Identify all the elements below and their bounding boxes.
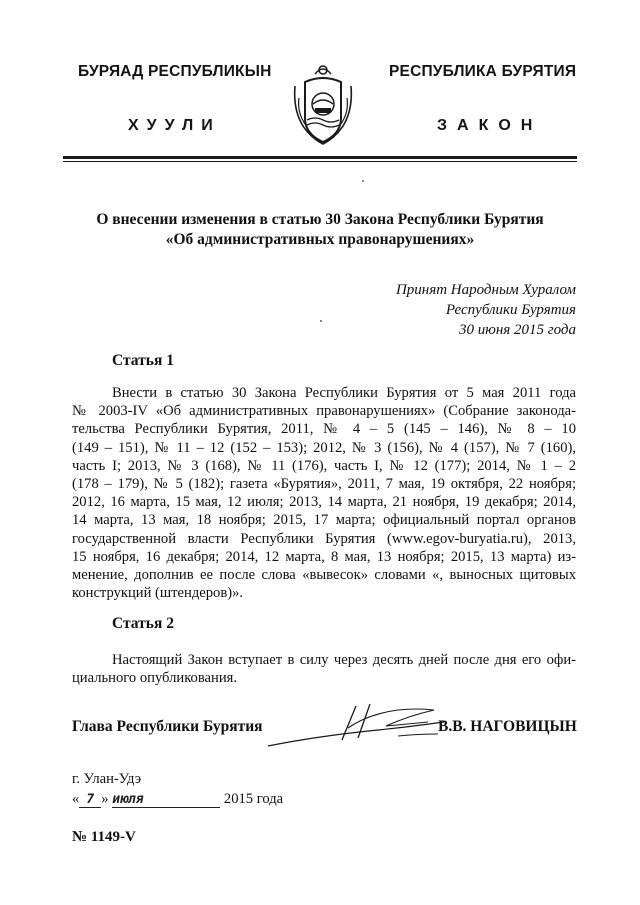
title-line: О внесении изменения в статью 30 Закона Республики Бурятия bbox=[96, 211, 544, 228]
header-divider-thick bbox=[63, 156, 577, 159]
article-1-text bbox=[72, 384, 576, 602]
text-line: часть I; 2013, № 3 (168), № 11 (176), часть I, № 12 (177); 2014, № 1 – 2 bbox=[72, 457, 576, 474]
text-line: государственной власти Республики Бурятия (www.egov-buryatia.ru), 2013, bbox=[72, 530, 576, 547]
article-1-heading: Статья 1 bbox=[112, 352, 174, 369]
text-line: 2012, 16 марта, 15 мая, 12 июля; 2013, 14 марта, 21 ноября, 19 декабря; 2014, bbox=[72, 494, 576, 511]
text-line: менение, дополнив ее после слова «вывесок» словами «, выносных щитовых bbox=[72, 567, 576, 584]
text-line: Внести в статью 30 Закона Республики Бурятия от 5 мая 2011 года bbox=[112, 385, 576, 401]
title-line: «Об административных правонарушениях» bbox=[165, 231, 475, 248]
scan-speck bbox=[320, 320, 322, 322]
text-line: (178 – 179), № 5 (182); газета «Бурятия», 2011, 7 мая, 19 октября, 22 ноября; bbox=[72, 476, 576, 493]
header-divider-thin bbox=[63, 161, 577, 162]
header-right-subtitle: ЗАКОН bbox=[437, 117, 543, 134]
adoption-line: Республики Бурятия bbox=[445, 302, 576, 318]
law-number: № 1149-V bbox=[72, 829, 136, 845]
quote-close: » bbox=[101, 791, 109, 807]
text-line: 14 марта, 13 мая, 18 ноября; 2015, 17 марта; официальный портал органов bbox=[72, 512, 576, 529]
adoption-note bbox=[396, 280, 576, 340]
signing-city: г. Улан-Удэ bbox=[72, 771, 142, 787]
article-2-text bbox=[72, 651, 576, 687]
text-line: № 2003-IV «Об административных правонарушениях» (Собрание законода- bbox=[72, 403, 576, 420]
text-line: 15 ноября, 16 декабря; 2014, 12 марта, 8 мая, 13 ноября; 2015, 13 марта) из- bbox=[72, 548, 576, 565]
adoption-date: 30 июня 2015 года bbox=[459, 322, 576, 338]
signing-date bbox=[72, 791, 283, 808]
text-line: циального опубликования. bbox=[72, 670, 238, 687]
scan-speck bbox=[362, 180, 364, 182]
date-day: 7 bbox=[79, 793, 101, 808]
quote-open: « bbox=[72, 791, 80, 807]
header-left-title: БУРЯАД РЕСПУБЛИКЫН bbox=[78, 63, 272, 80]
coat-of-arms-icon bbox=[291, 60, 355, 146]
text-line: Настоящий Закон вступает в силу через десять дней после дня его офи- bbox=[112, 652, 576, 668]
document-title bbox=[60, 210, 580, 250]
handwritten-signature bbox=[258, 700, 448, 752]
header-left-subtitle: ХУУЛИ bbox=[128, 117, 221, 134]
adoption-line: Принят Народным Хуралом bbox=[395, 282, 576, 298]
header-right-title: РЕСПУБЛИКА БУРЯТИЯ bbox=[389, 63, 577, 80]
signatory-title: Глава Республики Бурятия bbox=[72, 718, 263, 735]
text-line: (149 – 151), № 11 – 12 (152 – 153); 2012, № 3 (156), № 4 (157), № 7 (160), bbox=[72, 439, 576, 456]
text-line: конструкций (штендеров)». bbox=[72, 585, 244, 602]
signatory-name: В.В. НАГОВИЦЫН bbox=[438, 718, 577, 735]
text-line: тельства Республики Бурятия, 2011, № 4 – 5 (145 – 146), № 8 – 10 bbox=[72, 421, 576, 438]
date-month: июля bbox=[112, 793, 220, 808]
article-2-heading: Статья 2 bbox=[112, 615, 174, 632]
date-year: 2015 года bbox=[223, 791, 284, 807]
